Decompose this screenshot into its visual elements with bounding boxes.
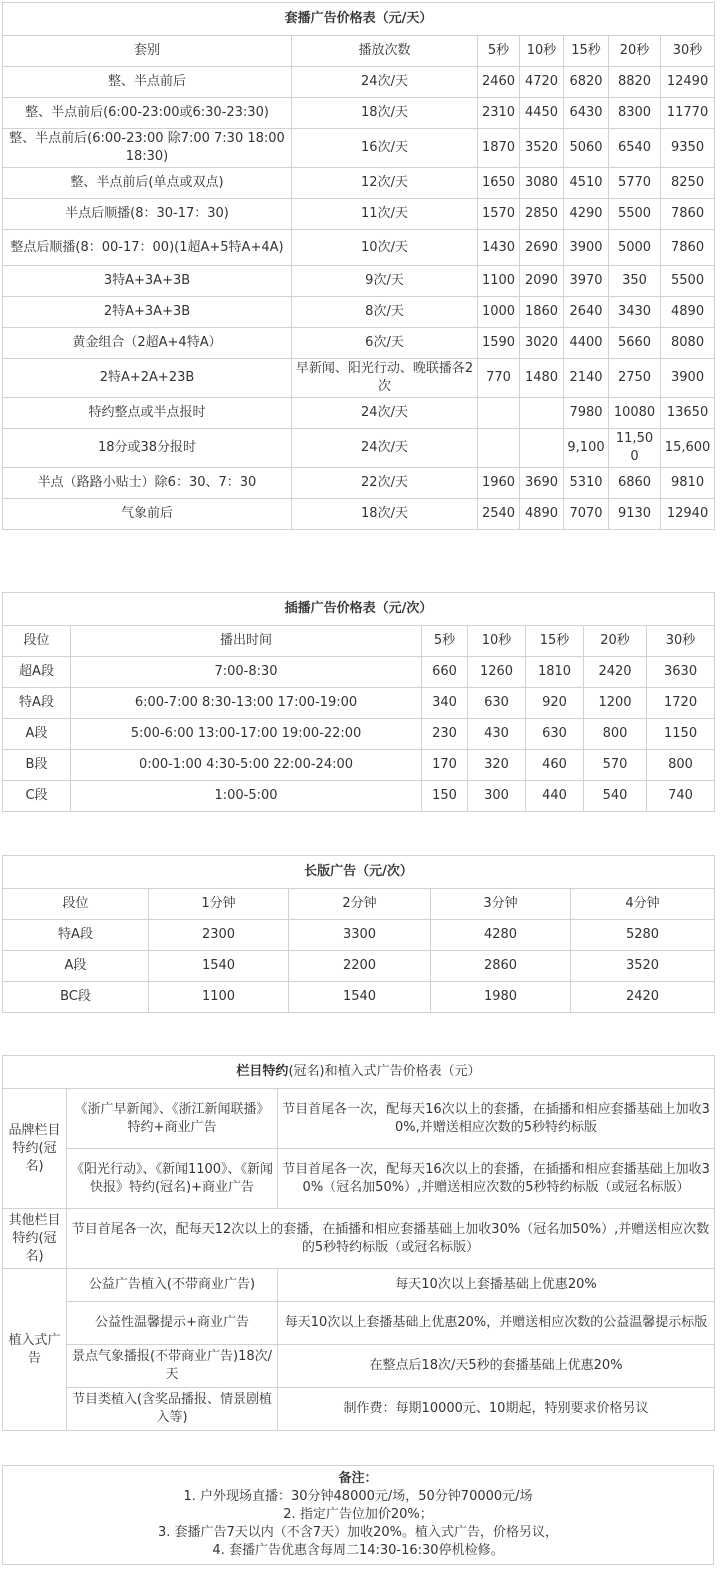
table-cell: 12940 xyxy=(661,499,715,530)
table-cell: 12490 xyxy=(661,67,715,98)
table-cell: 340 xyxy=(422,688,468,719)
table-cell: 8300 xyxy=(609,98,661,129)
table-cell: 10次/天 xyxy=(292,230,478,266)
table-cell: 节目首尾各一次，配每天16次以上的套播，在插播和相应套播基础上加收30%（冠名加50%）,并赠送相应次数的5秒特约标版（或冠名标版） xyxy=(278,1149,715,1209)
table-cell: 15,600 xyxy=(661,429,715,468)
table-cell: 4290 xyxy=(564,199,609,230)
table-row xyxy=(3,499,715,530)
table-cell: 3900 xyxy=(564,230,609,266)
header-cell: 4分钟 xyxy=(571,889,715,920)
table-row xyxy=(3,781,715,812)
table-cell: 18次/天 xyxy=(292,98,478,129)
table-cell: 1720 xyxy=(647,688,715,719)
table-row xyxy=(3,266,715,297)
package-header-row xyxy=(3,36,715,67)
table-cell: 气象前后 xyxy=(3,499,292,530)
table-cell: 3特A+3A+3B xyxy=(3,266,292,297)
table-cell: 800 xyxy=(584,719,647,750)
sponsor-title-bold: 栏目特约 xyxy=(236,1064,289,1079)
table-cell: 每天10次以上套播基础上优惠20% xyxy=(278,1269,715,1302)
header-cell: 30秒 xyxy=(661,36,715,67)
table-cell: 3520 xyxy=(571,951,715,982)
table-cell: 660 xyxy=(422,657,468,688)
table-cell: 节目首尾各一次，配每天12次以上的套播，在插播和相应套播基础上加收30%（冠名加50%）,并赠送相应次数的5秒特约标版（或冠名标版） xyxy=(67,1209,715,1269)
sponsor-title-rest: (冠名)和植入式广告价格表（元） xyxy=(288,1064,481,1079)
table-cell xyxy=(478,429,520,468)
table-cell: 24次/天 xyxy=(292,398,478,429)
table-cell: 节目类植入(含奖品播报、情景剧植入等) xyxy=(67,1388,278,1431)
table-cell xyxy=(478,398,520,429)
table-row xyxy=(3,1388,715,1431)
table-cell: 7980 xyxy=(564,398,609,429)
table-cell: 超A段 xyxy=(3,657,71,688)
table-cell: A段 xyxy=(3,719,71,750)
table-row xyxy=(3,129,715,168)
table-cell: 24次/天 xyxy=(292,67,478,98)
table-cell: 2540 xyxy=(478,499,520,530)
table-cell: 特A段 xyxy=(3,920,149,951)
table-cell: 460 xyxy=(526,750,584,781)
table-row xyxy=(3,359,715,398)
table-cell: 1540 xyxy=(289,982,431,1013)
table-cell: 6820 xyxy=(564,67,609,98)
header-cell: 1分钟 xyxy=(149,889,289,920)
table-cell: 1150 xyxy=(647,719,715,750)
table-cell: 6:00-7:00 8:30-13:00 17:00-19:00 xyxy=(71,688,422,719)
table-cell: 早新闻、阳光行动、晚联播各2次 xyxy=(292,359,478,398)
header-cell: 播出时间 xyxy=(71,626,422,657)
table-cell: 540 xyxy=(584,781,647,812)
table-cell: 整、半点前后(单点或双点) xyxy=(3,168,292,199)
table-cell: 1650 xyxy=(478,168,520,199)
table-cell: 在整点后18次/天5秒的套播基础上优惠20% xyxy=(278,1345,715,1388)
other-sponsor-label: 其他栏目特约(冠名) xyxy=(3,1209,67,1269)
table-cell xyxy=(520,429,564,468)
longform-price-table xyxy=(2,855,715,1013)
table-cell: 5660 xyxy=(609,328,661,359)
note-line: 2. 指定广告位加价20%； xyxy=(283,1507,433,1522)
table-cell: 3690 xyxy=(520,468,564,499)
table-cell: A段 xyxy=(3,951,149,982)
table-cell: 770 xyxy=(478,359,520,398)
longform-table-title: 长版广告（元/次） xyxy=(3,856,715,889)
table-cell: 8次/天 xyxy=(292,297,478,328)
table-cell: 《阳光行动》、《新闻1100》、《新闻快报》特约(冠名)+商业广告 xyxy=(67,1149,278,1209)
table-cell: 1:00-5:00 xyxy=(71,781,422,812)
table-cell: 3430 xyxy=(609,297,661,328)
table-row xyxy=(3,657,715,688)
table-cell: 3300 xyxy=(289,920,431,951)
table-cell: 740 xyxy=(647,781,715,812)
table-cell: 整、半点前后 xyxy=(3,67,292,98)
table-row xyxy=(3,1149,715,1209)
table-row xyxy=(3,328,715,359)
brand-sponsor-label: 品牌栏目特约(冠名) xyxy=(3,1089,67,1209)
table-cell: 1540 xyxy=(149,951,289,982)
table-cell: 半点后顺播(8：30-17：30) xyxy=(3,199,292,230)
table-cell: 节目首尾各一次，配每天16次以上的套播，在插播和相应套播基础上加收30%,并赠送相应次数的5秒特约标版 xyxy=(278,1089,715,1149)
table-row xyxy=(3,98,715,129)
spot-header-row xyxy=(3,626,715,657)
table-cell: 整、半点前后(6:00-23:00 除7:00 7:30 18:00 18:30) xyxy=(3,129,292,168)
table-cell: 570 xyxy=(584,750,647,781)
table-cell: 18分或38分报时 xyxy=(3,429,292,468)
table-cell: 5500 xyxy=(661,266,715,297)
table-cell: 2310 xyxy=(478,98,520,129)
table-cell: 150 xyxy=(422,781,468,812)
table-cell: 3080 xyxy=(520,168,564,199)
sponsor-table-title xyxy=(3,1056,715,1089)
table-cell: 4280 xyxy=(431,920,571,951)
header-cell: 5秒 xyxy=(422,626,468,657)
table-cell: 1960 xyxy=(478,468,520,499)
table-cell: 1570 xyxy=(478,199,520,230)
table-cell: 630 xyxy=(526,719,584,750)
table-cell: 制作费：每期10000元、10期起，特别要求价格另议 xyxy=(278,1388,715,1431)
table-cell: 1430 xyxy=(478,230,520,266)
table-cell: 2特A+2A+23B xyxy=(3,359,292,398)
table-cell: 3020 xyxy=(520,328,564,359)
table-cell: 6430 xyxy=(564,98,609,129)
table-cell: 4450 xyxy=(520,98,564,129)
header-cell: 10秒 xyxy=(468,626,526,657)
notes-table xyxy=(2,1465,714,1565)
table-row xyxy=(3,982,715,1013)
table-cell: 1480 xyxy=(520,359,564,398)
package-price-table xyxy=(2,2,715,530)
table-cell: 10080 xyxy=(609,398,661,429)
table-cell: 12次/天 xyxy=(292,168,478,199)
table-cell: 7860 xyxy=(661,230,715,266)
table-cell: 4400 xyxy=(564,328,609,359)
table-cell: 800 xyxy=(647,750,715,781)
table-cell: 8820 xyxy=(609,67,661,98)
table-row xyxy=(3,1302,715,1345)
table-cell: 5:00-6:00 13:00-17:00 19:00-22:00 xyxy=(71,719,422,750)
table-row xyxy=(3,468,715,499)
table-cell: 440 xyxy=(526,781,584,812)
table-cell: 7860 xyxy=(661,199,715,230)
table-row xyxy=(3,688,715,719)
table-cell: 整、半点前后(6:00-23:00或6:30-23:30) xyxy=(3,98,292,129)
table-cell: 1200 xyxy=(584,688,647,719)
table-row xyxy=(3,67,715,98)
header-cell: 播放次数 xyxy=(292,36,478,67)
table-cell: 230 xyxy=(422,719,468,750)
longform-header-row xyxy=(3,889,715,920)
table-row xyxy=(3,1345,715,1388)
table-row xyxy=(3,230,715,266)
header-cell: 套别 xyxy=(3,36,292,67)
table-cell: 黄金组合（2超A+4特A） xyxy=(3,328,292,359)
table-cell: 6860 xyxy=(609,468,661,499)
table-cell: 16次/天 xyxy=(292,129,478,168)
table-cell: 1860 xyxy=(520,297,564,328)
table-cell: 3520 xyxy=(520,129,564,168)
table-cell: 320 xyxy=(468,750,526,781)
table-cell: 9次/天 xyxy=(292,266,478,297)
table-cell: 2640 xyxy=(564,297,609,328)
table-row xyxy=(3,951,715,982)
header-cell: 20秒 xyxy=(609,36,661,67)
note-line: 3. 套播广告7天以内（不含7天）加收20%。植入式广告，价格另议， xyxy=(158,1525,558,1540)
table-cell: 24次/天 xyxy=(292,429,478,468)
table-cell: 4890 xyxy=(661,297,715,328)
table-cell: 7070 xyxy=(564,499,609,530)
table-cell: 1000 xyxy=(478,297,520,328)
table-cell: 2690 xyxy=(520,230,564,266)
table-cell: 2090 xyxy=(520,266,564,297)
table-cell: 2特A+3A+3B xyxy=(3,297,292,328)
notes-title: 备注： xyxy=(338,1471,378,1486)
table-cell: 4720 xyxy=(520,67,564,98)
table-cell: 11,500 xyxy=(609,429,661,468)
table-row xyxy=(3,920,715,951)
table-cell: 9810 xyxy=(661,468,715,499)
table-cell: 每天10次以上套播基础上优惠20%，并赠送相应次数的公益温馨提示标版 xyxy=(278,1302,715,1345)
table-row xyxy=(3,429,715,468)
header-cell: 30秒 xyxy=(647,626,715,657)
table-row xyxy=(3,297,715,328)
table-cell: 2860 xyxy=(431,951,571,982)
table-cell: 2140 xyxy=(564,359,609,398)
table-row xyxy=(3,1269,715,1302)
table-cell: 11次/天 xyxy=(292,199,478,230)
table-cell: 9350 xyxy=(661,129,715,168)
table-cell: 半点（路路小贴士）除6：30、7：30 xyxy=(3,468,292,499)
table-cell: 920 xyxy=(526,688,584,719)
note-line: 4. 套播广告优惠含每周二14:30-16:30停机检修。 xyxy=(212,1543,504,1558)
table-cell: 0:00-1:00 4:30-5:00 22:00-24:00 xyxy=(71,750,422,781)
table-cell xyxy=(520,398,564,429)
table-cell: 13650 xyxy=(661,398,715,429)
table-cell: 6540 xyxy=(609,129,661,168)
table-cell: 3970 xyxy=(564,266,609,297)
table-cell: 18次/天 xyxy=(292,499,478,530)
table-cell: 3900 xyxy=(661,359,715,398)
table-cell: 22次/天 xyxy=(292,468,478,499)
header-cell: 10秒 xyxy=(520,36,564,67)
table-cell: 11770 xyxy=(661,98,715,129)
table-cell: 4890 xyxy=(520,499,564,530)
table-cell: 5280 xyxy=(571,920,715,951)
table-cell: 430 xyxy=(468,719,526,750)
table-cell: 1980 xyxy=(431,982,571,1013)
table-cell: 特约整点或半点报时 xyxy=(3,398,292,429)
table-row xyxy=(3,719,715,750)
table-cell: 300 xyxy=(468,781,526,812)
table-cell: 2420 xyxy=(571,982,715,1013)
table-cell: 9130 xyxy=(609,499,661,530)
table-cell: 5770 xyxy=(609,168,661,199)
table-cell: 2750 xyxy=(609,359,661,398)
table-cell: 2850 xyxy=(520,199,564,230)
package-table-title: 套播广告价格表（元/天） xyxy=(3,3,715,36)
table-cell: 5500 xyxy=(609,199,661,230)
table-cell: B段 xyxy=(3,750,71,781)
implant-label: 植入式广告 xyxy=(3,1269,67,1431)
table-cell: 2420 xyxy=(584,657,647,688)
table-cell: 1590 xyxy=(478,328,520,359)
header-cell: 15秒 xyxy=(526,626,584,657)
table-cell: 2200 xyxy=(289,951,431,982)
table-row xyxy=(3,168,715,199)
table-row xyxy=(3,1089,715,1149)
table-row xyxy=(3,398,715,429)
table-cell: 8080 xyxy=(661,328,715,359)
table-cell: 2300 xyxy=(149,920,289,951)
table-cell: 4510 xyxy=(564,168,609,199)
table-cell: C段 xyxy=(3,781,71,812)
sponsor-price-table xyxy=(2,1055,715,1431)
table-cell: 1100 xyxy=(149,982,289,1013)
table-cell: BC段 xyxy=(3,982,149,1013)
table-cell: 整点后顺播(8：00-17：00)(1超A+5特A+4A) xyxy=(3,230,292,266)
table-cell: 特A段 xyxy=(3,688,71,719)
header-cell: 20秒 xyxy=(584,626,647,657)
table-cell: 6次/天 xyxy=(292,328,478,359)
table-row xyxy=(3,1209,715,1269)
table-cell: 1260 xyxy=(468,657,526,688)
table-cell: 9,100 xyxy=(564,429,609,468)
table-row xyxy=(3,750,715,781)
table-cell: 1100 xyxy=(478,266,520,297)
table-cell: 7:00-8:30 xyxy=(71,657,422,688)
table-cell: 1810 xyxy=(526,657,584,688)
header-cell: 段位 xyxy=(3,626,71,657)
table-cell: 350 xyxy=(609,266,661,297)
table-cell: 170 xyxy=(422,750,468,781)
table-cell: 公益广告植入(不带商业广告) xyxy=(67,1269,278,1302)
table-cell: 2460 xyxy=(478,67,520,98)
header-cell: 5秒 xyxy=(478,36,520,67)
spot-price-table xyxy=(2,592,715,812)
table-cell: 5060 xyxy=(564,129,609,168)
notes-cell xyxy=(3,1466,714,1565)
table-cell: 5000 xyxy=(609,230,661,266)
header-cell: 15秒 xyxy=(564,36,609,67)
table-cell: 630 xyxy=(468,688,526,719)
spot-table-title: 插播广告价格表（元/次） xyxy=(3,593,715,626)
note-line: 1. 户外现场直播：30分钟48000元/场，50分钟70000元/场 xyxy=(183,1489,533,1504)
header-cell: 3分钟 xyxy=(431,889,571,920)
table-cell: 《浙广早新闻》、《浙江新闻联播》特约+商业广告 xyxy=(67,1089,278,1149)
table-cell: 公益性温馨提示+商业广告 xyxy=(67,1302,278,1345)
table-cell: 3630 xyxy=(647,657,715,688)
header-cell: 段位 xyxy=(3,889,149,920)
table-cell: 8250 xyxy=(661,168,715,199)
table-cell: 5310 xyxy=(564,468,609,499)
table-cell: 1870 xyxy=(478,129,520,168)
table-cell: 景点气象播报(不带商业广告)18次/天 xyxy=(67,1345,278,1388)
table-row xyxy=(3,199,715,230)
header-cell: 2分钟 xyxy=(289,889,431,920)
